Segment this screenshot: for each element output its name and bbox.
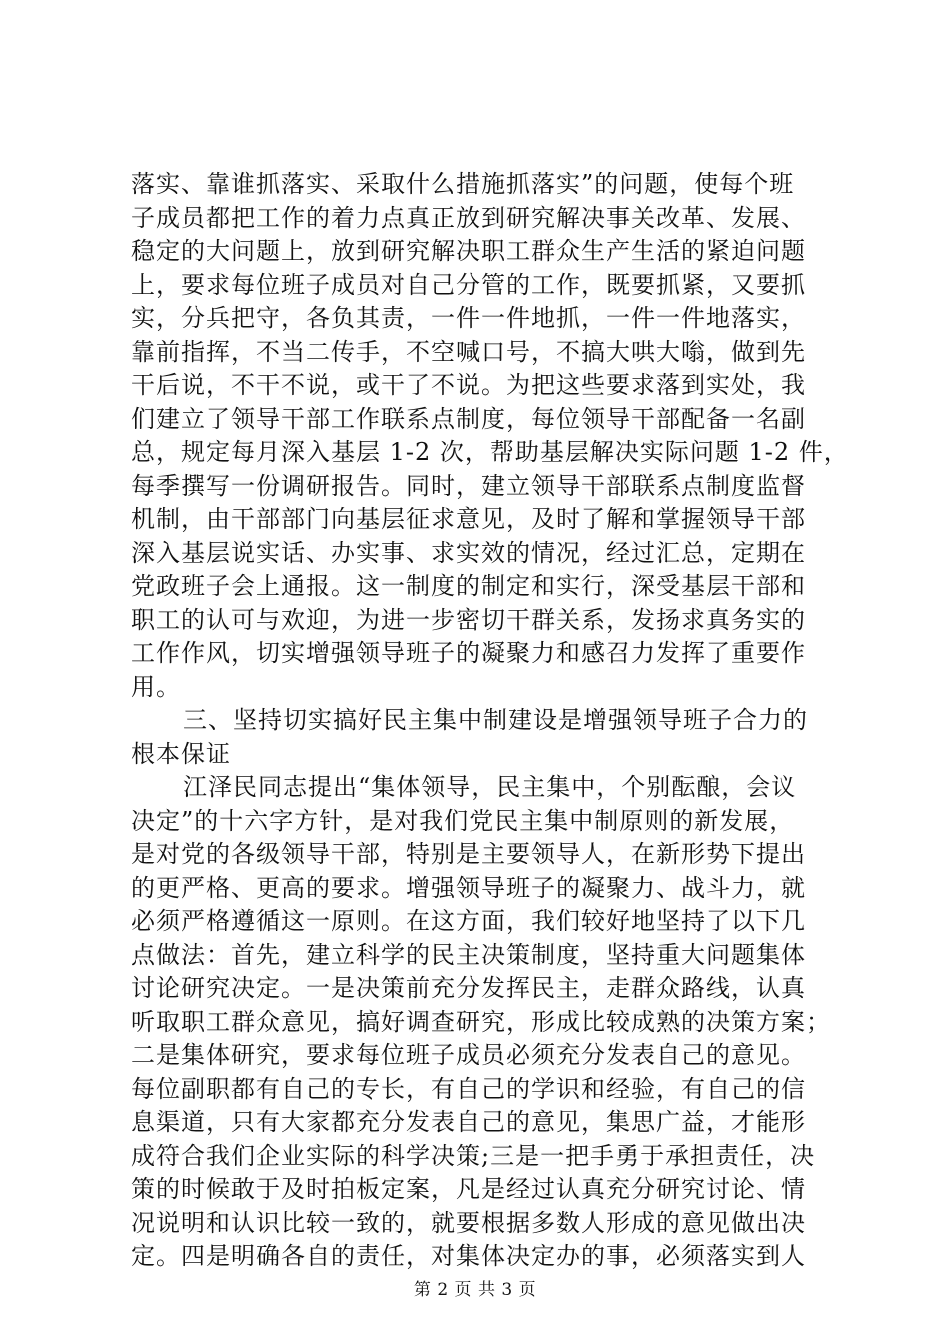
text-line: 深入基层说实话、办实事、求实效的情况，经过汇总，定期在: [131, 538, 806, 567]
text-line: 成符合我们企业实际的科学决策;三是一把手勇于承担责任，决: [131, 1141, 816, 1170]
text-line: 是对党的各级领导干部，特别是主要领导人，在新形势下提出: [131, 840, 806, 868]
text-line: 策的时候敢于及时拍板定案，凡是经过认真充分研究讨论、情: [131, 1175, 806, 1203]
text-line: 讨论研究决定。一是决策前充分发挥民主，走群众路线，认真: [131, 974, 806, 1002]
text-line: 况说明和认识比较一致的，就要根据多数人形成的意见做出决: [131, 1208, 806, 1237]
page-number-footer: 第 2 页 共 3 页: [413, 1280, 537, 1300]
text-line: 听取职工群众意见，搞好调查研究，形成比较成熟的决策方案；: [131, 1007, 831, 1036]
text-line: 工作作风，切实增强领导班子的凝聚力和感召力发挥了重要作: [131, 639, 806, 667]
body-text: [131, 168, 849, 1274]
text-line: 点做法：首先，建立科学的民主决策制度，坚持重大问题集体: [131, 940, 806, 969]
text-line: 定。四是明确各自的责任，对集体决定办的事，必须落实到人: [131, 1242, 806, 1270]
section-heading-line: 根本保证: [131, 739, 231, 768]
text-line: 用。: [131, 672, 181, 701]
text-line: 党政班子会上通报。这一制度的制定和实行，深受基层干部和: [131, 572, 806, 600]
text-line: 干后说，不干不说，或干了不说。为把这些要求落到实处，我: [131, 371, 806, 399]
text-line: 职工的认可与欢迎，为进一步密切干群关系，发扬求真务实的: [131, 605, 806, 634]
text-line: 落实、靠谁抓落实、采取什么措施抓落实”的问题，使每个班: [131, 170, 795, 198]
text-line: 机制，由干部部门向基层征求意见，及时了解和掌握领导干部: [131, 505, 806, 533]
text-line: 上，要求每位班子成员对自己分管的工作，既要抓紧，又要抓: [131, 270, 806, 299]
text-line: 靠前指挥，不当二传手，不空喊口号，不搞大哄大嗡，做到先: [131, 337, 806, 366]
text-line: 息渠道，只有大家都充分发表自己的意见，集思广益，才能形: [131, 1108, 806, 1136]
text-line: 江泽民同志提出“集体领导，民主集中，个别酝酿，会议: [183, 773, 797, 801]
text-line: 每位副职都有自己的专长，有自己的学识和经验，有自己的信: [131, 1074, 806, 1103]
text-line: 每季撰写一份调研报告。同时，建立领导干部联系点制度监督: [131, 471, 806, 500]
text-line: 的更严格、更高的要求。增强领导班子的凝聚力、战斗力，就: [131, 873, 806, 902]
text-line: 实，分兵把守，各负其责，一件一件地抓，一件一件地落实，: [131, 304, 806, 332]
text-line: 决定”的十六字方针，是对我们党民主集中制原则的新发展，: [131, 806, 795, 835]
text-line: 总，规定每月深入基层 1-2 次，帮助基层解决实际问题 1-2 件，: [131, 438, 849, 466]
section-heading-line: 三、坚持切实搞好民主集中制建设是增强领导班子合力的: [183, 706, 808, 734]
text-line: 必须严格遵循这一原则。在这方面，我们较好地坚持了以下几: [131, 907, 806, 935]
text-line: 子成员都把工作的着力点真正放到研究解决事关改革、发展、: [131, 203, 806, 232]
text-line: 稳定的大问题上，放到研究解决职工群众生产生活的紧迫问题: [131, 237, 806, 265]
text-line: 们建立了领导干部工作联系点制度，每位领导干部配备一名副: [131, 404, 806, 433]
text-line: 二是集体研究，要求每位班子成员必须充分发表自己的意见。: [131, 1041, 806, 1069]
